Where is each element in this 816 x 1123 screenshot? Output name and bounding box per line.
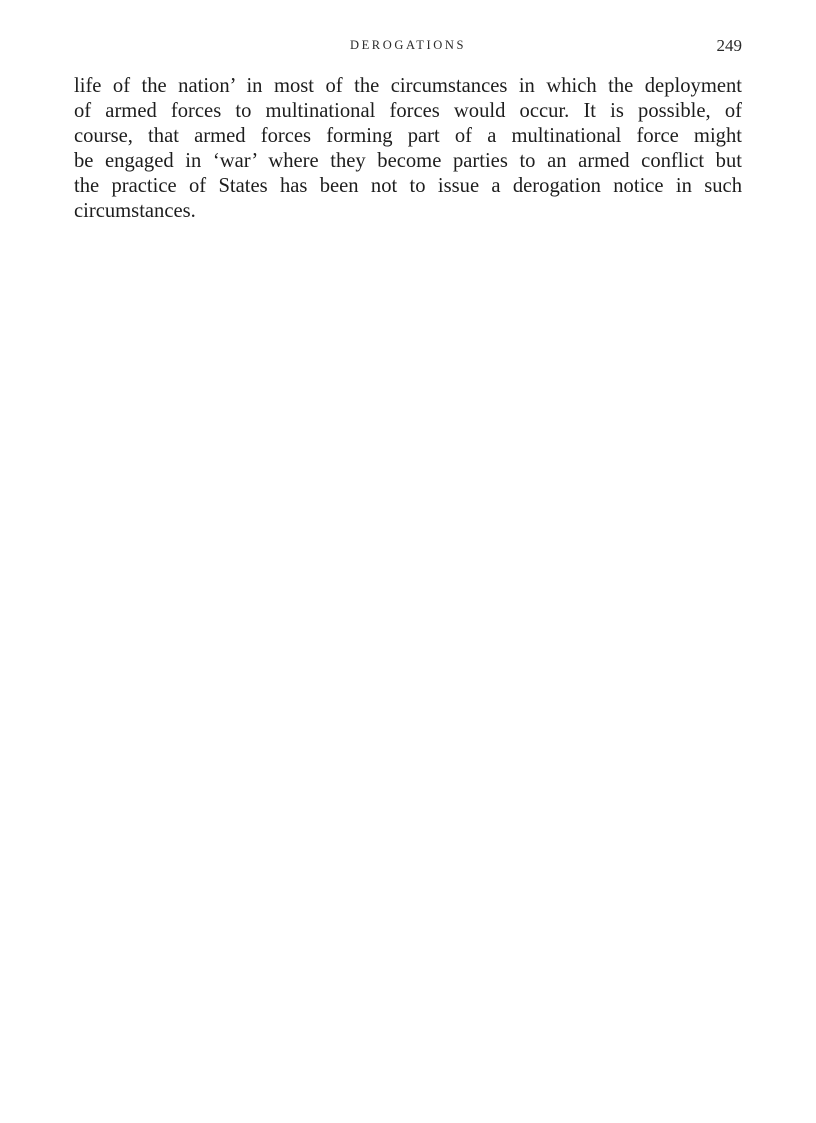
text-line: the practice of States has been not to issue a derogation notice in such xyxy=(74,175,742,197)
text-line: life of the nation’ in most of the circumstances in which the deployment xyxy=(74,75,742,97)
text-line: circumstances. xyxy=(74,200,196,222)
text-line: course, that armed forces forming part of a multinational force might xyxy=(74,125,742,147)
page-number: 249 xyxy=(716,36,742,55)
body-paragraph xyxy=(74,74,742,224)
text-line: be engaged in ‘war’ where they become parties to an armed conflict but xyxy=(74,150,742,172)
running-head xyxy=(74,36,742,58)
text-line: of armed forces to multinational forces would occur. It is possible, of xyxy=(74,100,742,122)
running-title: DEROGATIONS xyxy=(349,38,467,52)
